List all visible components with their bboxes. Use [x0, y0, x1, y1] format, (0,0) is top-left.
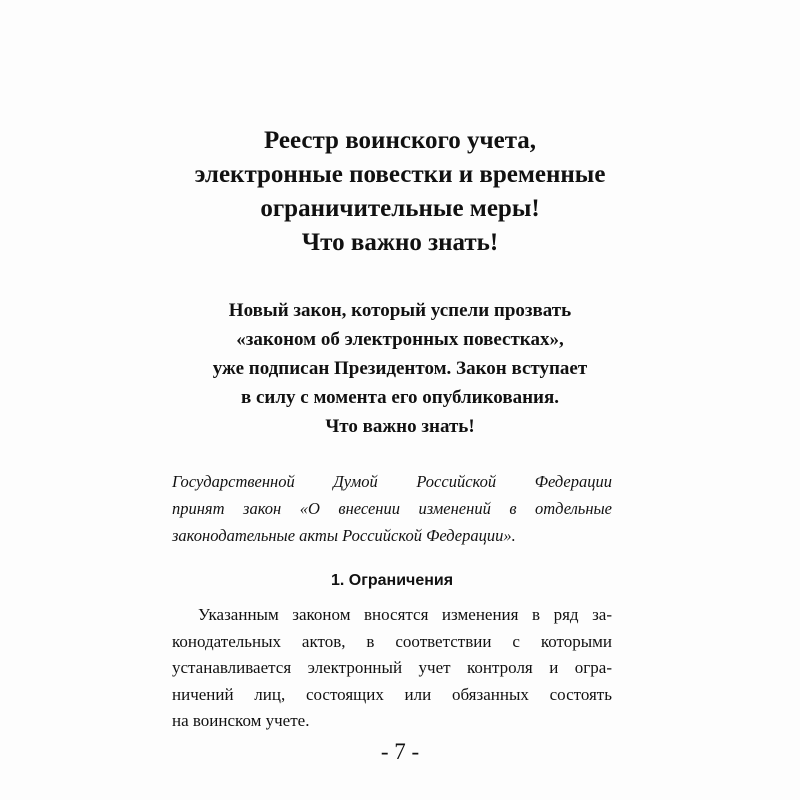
body-line: ничений лиц, состоящих или обязанных состоять	[172, 684, 612, 704]
body-line: на воинском учете.	[172, 711, 310, 730]
body-line: конодательных актов, в соответствии с которыми	[172, 631, 612, 651]
body-line: Указанным законом вносятся изменения в ряд за-	[198, 605, 612, 624]
intro-line: Государственной Думой Российской Федерации	[172, 472, 612, 491]
title-line: Реестр воинского учета,	[263, 127, 537, 154]
section-heading: 1. Ограничения	[330, 572, 454, 589]
lead-line: «законом об электронных повестках»,	[236, 329, 564, 350]
section-body	[172, 602, 612, 735]
lead-paragraph	[150, 296, 650, 441]
title-line: ограничительные меры!	[260, 195, 540, 222]
page-title	[140, 124, 660, 260]
page-number: - 7 -	[380, 739, 420, 764]
lead-line: уже подписан Президентом. Закон вступает	[212, 358, 588, 379]
lead-line: в силу с момента его опубликования.	[240, 387, 560, 408]
lead-line: Что важно знать!	[325, 416, 475, 437]
intro-line: принят закон «О внесении изменений в отдельные	[172, 499, 612, 518]
title-line: электронные повестки и временные	[194, 161, 606, 188]
title-line: Что важно знать!	[301, 229, 499, 256]
body-line: устанавливается электронный учет контроля и огра-	[172, 658, 612, 677]
intro-paragraph	[172, 468, 612, 549]
intro-line: законодательные акты Российской Федерации».	[172, 526, 516, 545]
lead-line: Новый закон, который успели прозвать	[228, 300, 572, 321]
